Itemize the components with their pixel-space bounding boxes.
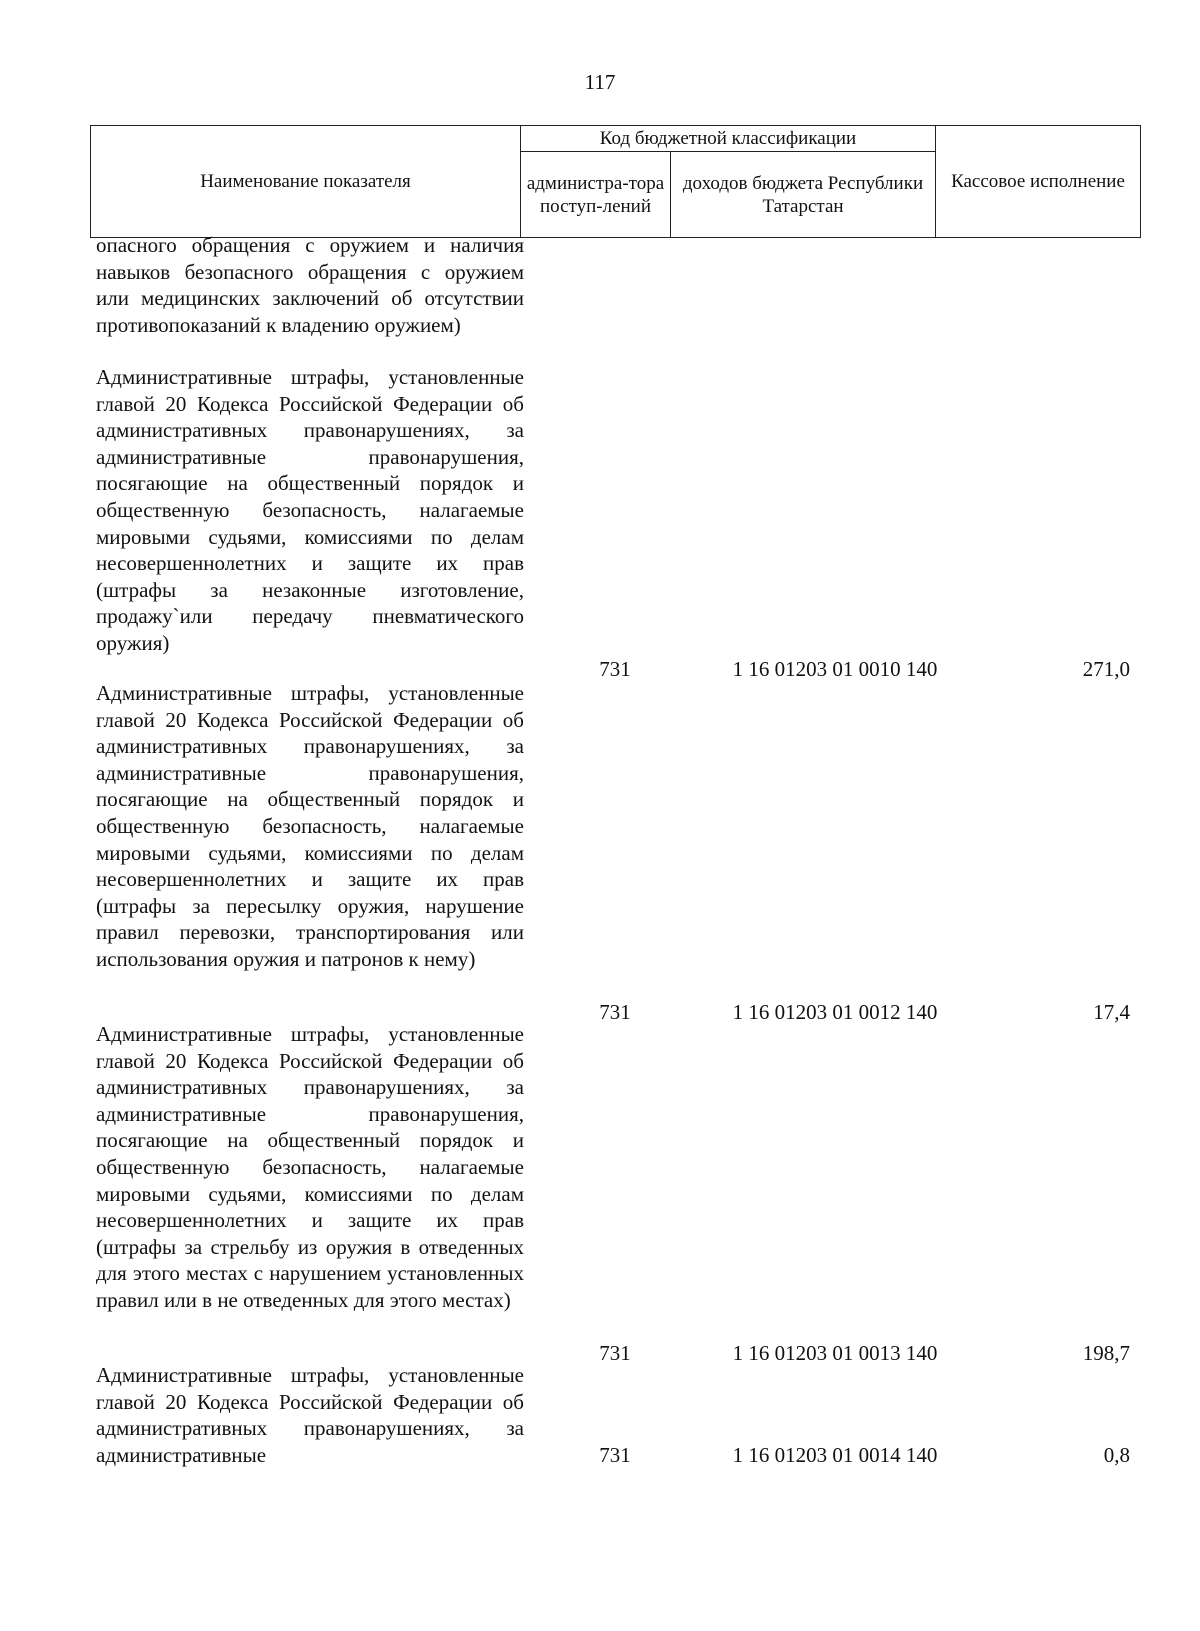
- header-code-group: Код бюджетной классификации: [521, 126, 936, 152]
- header-admin-column: администра-тора поступ-лений: [521, 152, 671, 238]
- row-description: Административные штрафы, установленные главой 20 Кодекса Российской Федерации об административных правонарушениях, за административные правонарушения, посягающие на общественный порядок и общественную безопасность, налагаемые мировыми судьями, комиссиями по делам несовершеннолетних и защите их прав (штрафы за незаконные изготовление, продажу`или передачу пневматического оружия): [96, 365, 524, 655]
- row-admin-code: 731: [599, 1341, 631, 1365]
- row-description: Административные штрафы, установленные главой 20 Кодекса Российской Федерации об административных правонарушениях, за административные правонарушения, посягающие на общественный порядок и общественную безопасность, налагаемые мировыми судьями, комиссиями по делам несовершеннолетних и защите их прав (штрафы за пересылку оружия, нарушение правил перевозки, транспортирования или использования оружия и патронов к нему): [96, 681, 524, 971]
- row-budget-code: 1 16 01203 01 0013 140: [732, 1341, 938, 1365]
- row-description: опасного обращения с оружием и наличия навыков безопасного обращения с оружием или медицинских заключений об отсутствии противопоказаний к владению оружием): [96, 233, 524, 337]
- row-description: Административные штрафы, установленные главой 20 Кодекса Российской Федерации об административных правонарушениях, за административные правонарушения, посягающие на общественный порядок и общественную безопасность, налагаемые мировыми судьями, комиссиями по делам несовершеннолетних и защите их прав (штрафы за стрельбу из оружия в отведенных для этого местах с нарушением установленных правил или в не отведенных для этого местах): [96, 1022, 524, 1312]
- row-admin-code: 731: [599, 657, 631, 681]
- row-budget-code: 1 16 01203 01 0010 140: [732, 657, 938, 681]
- header-cash-column: Кассовое исполнение: [936, 126, 1141, 238]
- row-amount: 17,4: [1093, 1000, 1130, 1024]
- page-number: 117: [584, 70, 616, 94]
- table-header: [90, 125, 1141, 238]
- row-amount: 198,7: [1082, 1341, 1130, 1365]
- row-amount: 0,8: [1103, 1443, 1130, 1467]
- row-admin-code: 731: [599, 1000, 631, 1024]
- row-description: Административные штрафы, установленные главой 20 Кодекса Российской Федерации об административных правонарушениях, за административные: [96, 1363, 524, 1467]
- row-admin-code: 731: [599, 1443, 631, 1467]
- header-name-column: Наименование показателя: [91, 126, 521, 238]
- row-budget-code: 1 16 01203 01 0014 140: [732, 1443, 938, 1467]
- row-budget-code: 1 16 01203 01 0012 140: [732, 1000, 938, 1024]
- row-amount: 271,0: [1082, 657, 1130, 681]
- header-income-column: доходов бюджета Республики Татарстан: [671, 152, 936, 238]
